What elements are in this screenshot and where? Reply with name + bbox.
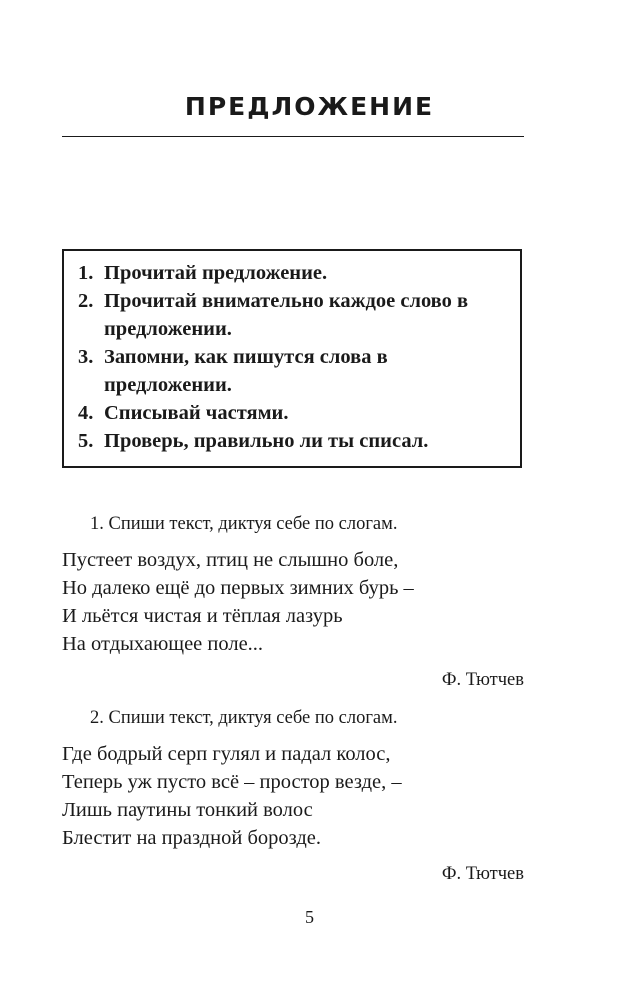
rule-item [78, 259, 510, 287]
rule-number: 3. [78, 346, 94, 368]
rule-item [78, 343, 510, 399]
rules-box [62, 249, 522, 468]
poem-line: Блестит на праздной борозде. [62, 827, 322, 849]
rule-text: Запомни, как пишутся слова в предложении. [104, 346, 388, 396]
rule-number: 5. [78, 430, 94, 452]
poem-line: Но далеко ещё до первых зимних бурь – [62, 577, 414, 599]
poem-line: Пустеет воздух, птиц не слышно боле, [62, 549, 399, 571]
task-instruction: 2. Спиши текст, диктуя себе по слогам. [90, 708, 398, 728]
poem-line: Теперь уж пусто всё – простор везде, – [62, 771, 402, 793]
rule-text: Проверь, правильно ли ты списал. [104, 430, 429, 452]
poem-line: Лишь паутины тонкий волос [62, 799, 313, 821]
page-number: 5 [305, 907, 314, 927]
poem-author: Ф. Тютчев [441, 864, 524, 884]
poem-line: И льётся чистая и тёплая лазурь [62, 605, 343, 627]
rule-number: 2. [78, 290, 94, 312]
rule-text: Списывай частями. [104, 402, 289, 424]
poem-author: Ф. Тютчев [441, 670, 524, 690]
poem-line: Где бодрый серп гулял и падал колос, [62, 743, 391, 765]
rule-number: 4. [78, 402, 94, 424]
task-1 [62, 512, 524, 692]
title-underline [62, 136, 524, 137]
rule-item [78, 427, 510, 455]
task-2 [62, 706, 524, 886]
rule-text: Прочитай предложение. [104, 262, 328, 284]
rule-text: Прочитай внимательно каждое слово в предложении. [104, 290, 469, 340]
poem-line: На отдыхающее поле... [62, 633, 264, 655]
rules-list [78, 259, 510, 455]
rule-item [78, 399, 510, 427]
rule-number: 1. [78, 262, 94, 284]
rule-item [78, 287, 510, 343]
page-title: ПРЕДЛОЖЕНИЕ [184, 92, 435, 121]
task-instruction: 1. Спиши текст, диктуя себе по слогам. [90, 514, 398, 534]
